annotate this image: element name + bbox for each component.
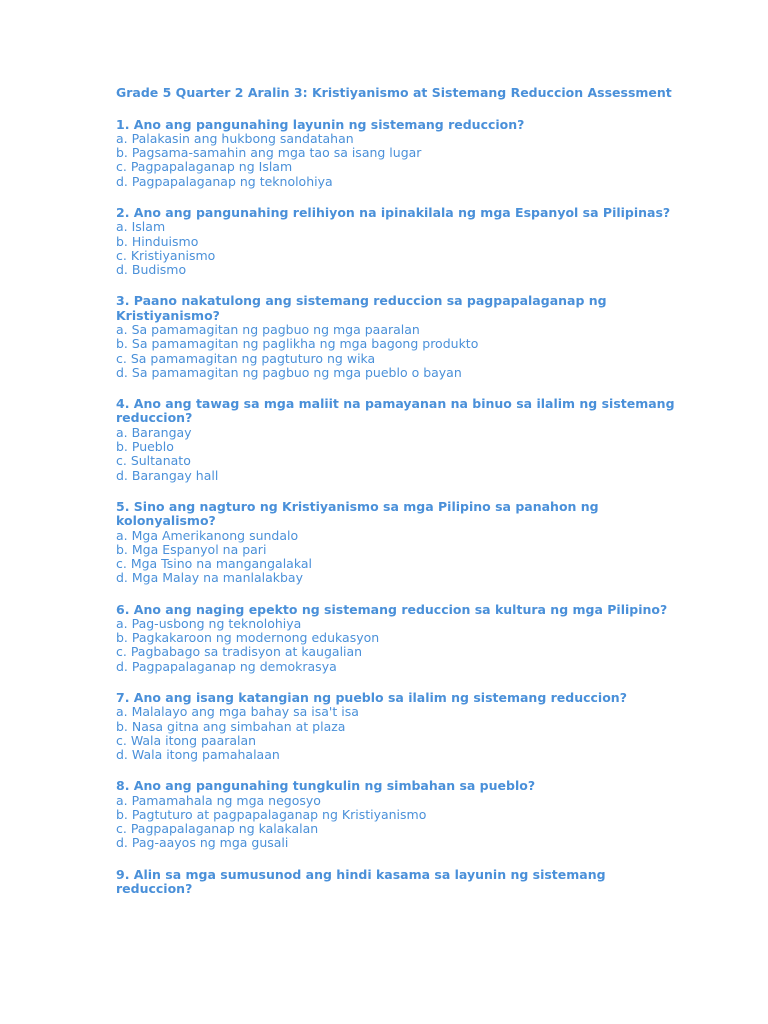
- question-text: 4. Ano ang tawag sa mga maliit na pamayanan na binuo sa ilalim ng sistemang reduccion?: [116, 395, 675, 426]
- question-text: 7. Ano ang isang katangian ng pueblo sa ilalim ng sistemang reduccion?: [116, 689, 627, 705]
- question-block: [116, 779, 676, 850]
- answer-choice: b. Nasa gitna ang simbahan at plaza: [116, 718, 346, 734]
- answer-choice: b. Sa pamamagitan ng paglikha ng mga bagong produkto: [116, 336, 479, 352]
- question-block: [116, 397, 676, 483]
- answer-choice: b. Mga Espanyol na pari: [116, 541, 267, 557]
- answer-choice: c. Wala itong paaralan: [116, 732, 257, 748]
- answer-choice: c. Pagbabago sa tradisyon at kaugalian: [116, 644, 363, 660]
- answer-choice: a. Barangay: [116, 424, 192, 440]
- answer-choice: a. Pamamahala ng mga negosyo: [116, 792, 321, 808]
- answer-choice: c. Kristiyanismo: [116, 247, 216, 263]
- question-text: 5. Sino ang nagturo ng Kristiyanismo sa mga Pilipino sa panahon ng kolonyalismo?: [116, 498, 599, 529]
- question-block: [116, 206, 676, 277]
- question-list: [116, 118, 676, 897]
- question-text: 8. Ano ang pangunahing tungkulin ng simbahan sa pueblo?: [116, 778, 536, 794]
- answer-choice: c. Pagpapalaganap ng Islam: [116, 159, 293, 175]
- answer-choice: b. Pagkakaroon ng modernong edukasyon: [116, 630, 380, 646]
- answer-choice: d. Mga Malay na manlalakbay: [116, 570, 303, 586]
- answer-choice: b. Hinduismo: [116, 233, 199, 249]
- answer-choice: a. Mga Amerikanong sundalo: [116, 527, 299, 543]
- question-text: 3. Paano nakatulong ang sistemang reduccion sa pagpapalaganap ng Kristiyanismo?: [116, 293, 607, 323]
- document-title: Grade 5 Quarter 2 Aralin 3: Kristiyanismo at Sistemang Reduccion Assessment: [116, 85, 672, 100]
- question-text: 9. Alin sa mga sumusunod ang hindi kasama sa layunin ng sistemang reduccion?: [116, 866, 606, 896]
- answer-choice: a. Pag-usbong ng teknolohiya: [116, 616, 302, 632]
- question-text: 1. Ano ang pangunahing layunin ng sistemang reduccion?: [116, 116, 525, 132]
- answer-choice: d. Pagpapalaganap ng teknolohiya: [116, 173, 333, 189]
- answer-choice: c. Sa pamamagitan ng pagtuturo ng wika: [116, 350, 376, 366]
- document-page: [116, 86, 676, 914]
- answer-choice: d. Budismo: [116, 261, 187, 277]
- question-block: [116, 691, 676, 762]
- answer-choice: d. Wala itong pamahalaan: [116, 746, 280, 762]
- answer-choice: c. Mga Tsino na mangangalakal: [116, 556, 312, 572]
- answer-choice: c. Sultanato: [116, 453, 191, 469]
- answer-choice: d. Pag-aayos ng mga gusali: [116, 835, 289, 851]
- question-block: [116, 603, 676, 674]
- question-block: [116, 868, 676, 897]
- answer-choice: d. Sa pamamagitan ng pagbuo ng mga pueblo o bayan: [116, 364, 462, 380]
- question-block: [116, 294, 676, 380]
- answer-choice: a. Malalayo ang mga bahay sa isa't isa: [116, 704, 359, 720]
- question-block: [116, 118, 676, 189]
- question-block: [116, 500, 676, 586]
- question-text: 6. Ano ang naging epekto ng sistemang reduccion sa kultura ng mga Pilipino?: [116, 601, 668, 617]
- answer-choice: b. Pueblo: [116, 439, 174, 455]
- answer-choice: b. Pagsama-samahin ang mga tao sa isang lugar: [116, 145, 422, 161]
- answer-choice: a. Sa pamamagitan ng pagbuo ng mga paaralan: [116, 322, 420, 338]
- question-text: 2. Ano ang pangunahing relihiyon na ipinakilala ng mga Espanyol sa Pilipinas?: [116, 204, 671, 220]
- answer-choice: d. Barangay hall: [116, 467, 219, 483]
- answer-choice: a. Palakasin ang hukbong sandatahan: [116, 131, 354, 146]
- answer-choice: b. Pagtuturo at pagpapalaganap ng Kristiyanismo: [116, 806, 427, 822]
- answer-choice: d. Pagpapalaganap ng demokrasya: [116, 658, 337, 674]
- answer-choice: c. Pagpapalaganap ng kalakalan: [116, 821, 319, 837]
- answer-choice: a. Islam: [116, 219, 166, 235]
